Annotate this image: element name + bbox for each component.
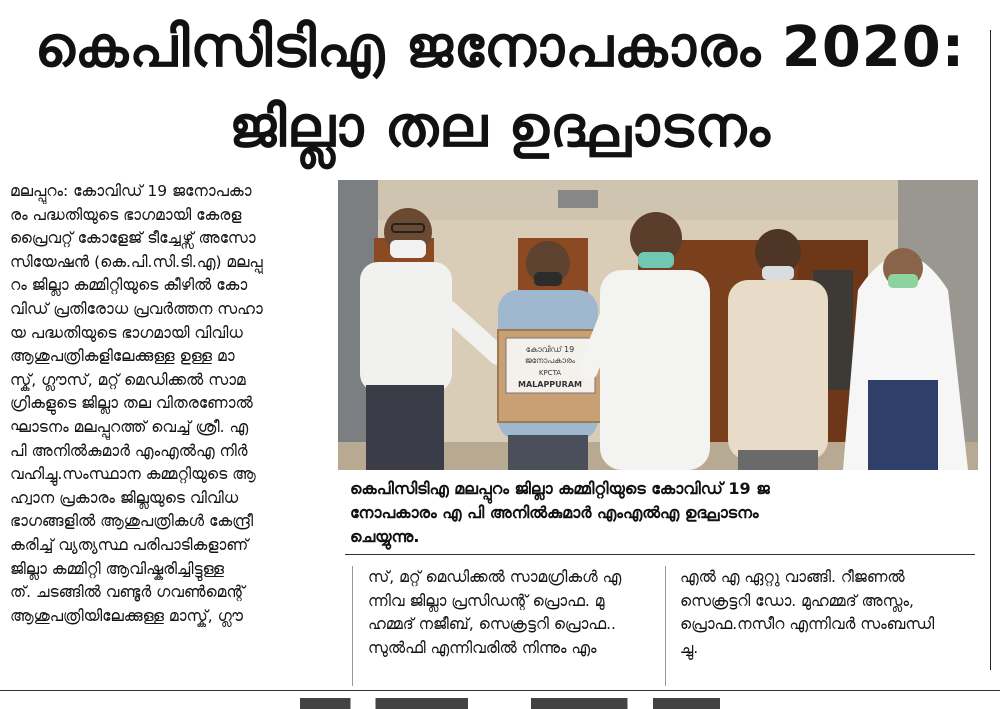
text-line: ഘാടനം മലപ്പുറത്ത് വെച്ച് ശ്രീ. എ	[10, 417, 249, 436]
text-line: പ്രൈവറ്റ് കോളേജ് ടീച്ചേഴ്സ് അസോ	[10, 229, 256, 248]
text-line: ത്. ചടങ്ങിൽ വണ്ടൂർ ഗവൺമെന്റ്	[10, 583, 245, 602]
right-border-rule	[990, 30, 991, 670]
text-line: ജില്ലാ കമ്മിറ്റി ആവിഷ്കരിച്ചിട്ടുള്ള	[10, 559, 225, 578]
text-line: ഹമ്മദ് നജീബ്, സെക്രട്ടറി പ്രൊഫ..	[368, 615, 616, 634]
text-line: സ്ക്, ഗ്ലൗസ്, മറ്റ് മെഡിക്കൽ സാമ	[10, 370, 246, 389]
text-line: ഗ്രികളുടെ ജില്ലാ തല വിതരണോൽ	[10, 394, 253, 413]
text-line: ഹ്വാന പ്രകാരം ജില്ലയുടെ വിവിധ	[10, 488, 239, 507]
text-line: സുൽഫി എന്നിവരിൽ നിന്നും എം	[368, 638, 597, 657]
text-line: കരിച്ച് വ്യത്യസ്ഥ പരിപാടികളാണ്	[10, 535, 249, 554]
text-line: റം ജില്ലാ കമ്മിറ്റിയുടെ കീഴിൽ കോ	[10, 276, 248, 295]
column-divider	[665, 566, 666, 686]
text-line: ഭാഗങ്ങളിൽ ആശുപത്രികൾ കേന്ദ്രീ	[10, 512, 254, 531]
photo-caption	[350, 477, 980, 549]
headline-line-1: കെപിസിടിഎ ജനോപകാരം 2020:	[34, 15, 966, 80]
box-label-line-3: KPCTA	[538, 369, 562, 377]
text-line: സിയേഷൻ (കെ.പി.സി.ടി.എ) മലപ്പു	[10, 252, 263, 271]
text-line: രം പദ്ധതിയുടെ ഭാഗമായി കേരള	[10, 205, 242, 224]
event-photo	[338, 180, 978, 470]
caption-line: നോപകാരം എ പി അനിൽകുമാർ എംഎൽഎ ഉദ്ഘാടനം	[350, 503, 759, 522]
text-line: യ പദ്ധതിയുടെ ഭാഗമായി വിവിധ	[10, 323, 243, 342]
caption-line: കെപിസിടിഎ മലപ്പുറം ജില്ലാ കമ്മിറ്റിയുടെ കോവിഡ് 19 ജ	[350, 479, 770, 498]
text-line: സ്, മറ്റ് മെഡിക്കൽ സാമഗ്രികൾ എ	[368, 568, 622, 586]
text-line: മലപ്പുറം: കോവിഡ് 19 ജനോപകാ	[10, 182, 252, 200]
box-label-line-4: MALAPPURAM	[518, 380, 582, 389]
bottom-divider	[0, 690, 1000, 691]
text-line: ച്ചു.	[680, 638, 699, 657]
article-column-2	[368, 566, 648, 660]
caption-divider	[345, 554, 975, 555]
text-line: പ്രൊഫ.നസീറ എന്നിവർ സംബന്ധി	[680, 615, 935, 634]
article-column-1	[10, 180, 328, 628]
text-line: എൽ എ ഏറ്റു വാങ്ങി. റീജണൽ	[680, 568, 905, 586]
headline-line-2: ജില്ലാ തല ഉദ്ഘാടനം	[229, 95, 771, 160]
box-label-line-2: ജനോപകാരം	[524, 356, 576, 365]
text-line: വഹിച്ചു.സംസ്ഥാന കമ്മറ്റിയുടെ ആ	[10, 465, 256, 484]
text-line: ന്നിവ ജില്ലാ പ്രസിഡന്റ് പ്രൊഫ. മു	[368, 591, 605, 610]
text-line: വിഡ് പ്രതിരോധ പ്രവർത്തന സഹാ	[10, 299, 263, 318]
article-column-3	[680, 566, 980, 660]
text-line: പി അനിൽകുമാർ എംഎൽഎ നിർ	[10, 441, 248, 460]
text-line: ആശുപത്രിയിലേക്കുള്ള മാസ്ക്, ഗ്ലൗ	[10, 606, 243, 625]
column-divider	[352, 566, 353, 686]
box-label-line-1: കോവിഡ് 19	[525, 345, 575, 354]
text-line: ആശുപത്രികളിലേക്കുള്ള ഉള്ള മാ	[10, 347, 235, 366]
caption-line: ചെയ്യുന്നു.	[350, 527, 420, 546]
text-line: സെക്രട്ടറി ഡോ. മുഹമ്മദ് അസ്ലം,	[680, 591, 914, 610]
next-article-headline-fragment	[300, 698, 720, 709]
